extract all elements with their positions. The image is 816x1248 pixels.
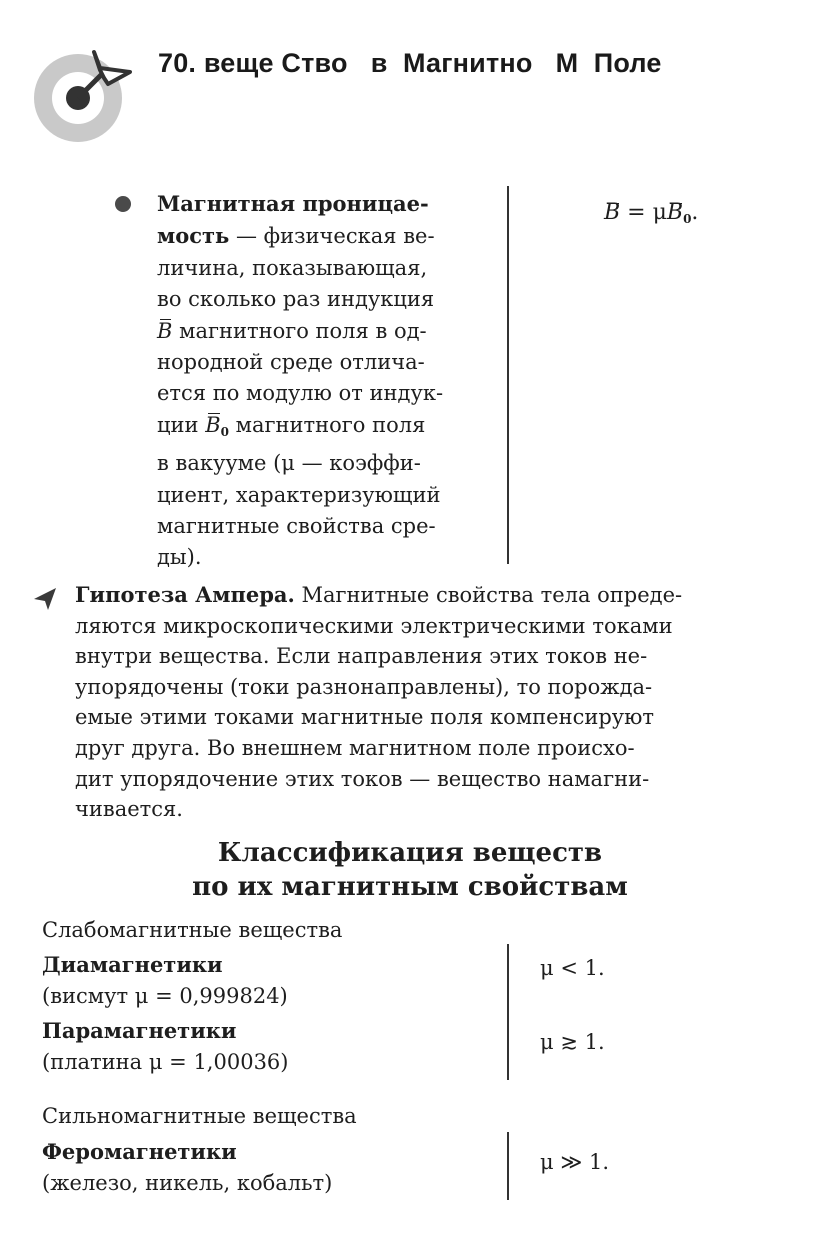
paramagnetics-name: Парамагнетики xyxy=(42,1018,237,1043)
formula-sub: 0 xyxy=(683,212,692,226)
ampere-body: Магнитные свойства тела опреде- ляются микроскопическими электрическими токами внутри вещества. Если направления этих токов не- упорядочены (токи разнонаправлены), то порожда- емые этими токами магнитные поля компенсируют друг друга. Во внешнем магнитном поле происхо- дит упорядочение этих токов — вещество намагни- чивается. xyxy=(75,583,683,822)
diamagnetics-condition: μ < 1. xyxy=(540,956,605,980)
weak-header: Слабомагнитные вещества xyxy=(42,918,343,942)
arrow-pointer-icon xyxy=(32,586,58,612)
column-divider xyxy=(507,944,509,1016)
formula-eq: = μ xyxy=(620,200,667,225)
formula-end: . xyxy=(691,200,699,225)
ferromagnetics-condition: μ ≫ 1. xyxy=(540,1150,610,1174)
vector-b-symbol: B xyxy=(157,316,172,347)
permeability-definition xyxy=(157,188,487,574)
permeability-text-2: магнитного поля в од- нородной среде отлича- ется по модулю от индук- ции xyxy=(157,318,444,437)
permeability-text-3: магнитного поля в вакууме (μ — коэффи- циент, характеризующий магнитные свойства сре- ды). xyxy=(157,412,441,570)
ampere-hypothesis xyxy=(75,580,778,825)
diamagnetics-example: (висмут μ = 0,999824) xyxy=(42,984,288,1008)
column-divider xyxy=(507,186,509,564)
ferromagnetics-name: Феромагнетики xyxy=(42,1139,237,1164)
paramagnetics-condition: μ ≳ 1. xyxy=(540,1030,605,1054)
formula-rhs: B xyxy=(666,200,684,225)
bullet-dot-icon xyxy=(115,196,131,212)
ferromagnetics-example: (железо, никель, кобальт) xyxy=(42,1171,333,1195)
column-divider xyxy=(507,1132,509,1200)
ampere-title: Гипотеза Ампера. xyxy=(75,582,295,607)
classification-title xyxy=(160,836,660,904)
paramagnetics-example: (платина μ = 1,00036) xyxy=(42,1050,289,1074)
classification-title-line2: по их магнитным свойствам xyxy=(192,872,628,902)
strong-header: Сильномагнитные вещества xyxy=(42,1104,357,1128)
column-divider xyxy=(507,1010,509,1080)
permeability-formula xyxy=(604,200,698,226)
diamagnetics-name: Диамагнетики xyxy=(42,952,223,977)
vector-b0-symbol: B xyxy=(205,410,220,441)
classification-title-line1: Классификация веществ xyxy=(217,838,603,868)
formula-lhs: B xyxy=(604,200,621,225)
page-title: 70. веще Ство в Магнитно М Поле xyxy=(158,48,662,78)
vector-b0-subscript: 0 xyxy=(220,424,229,439)
target-arrow-icon xyxy=(30,38,140,148)
permeability-term: Магнитная проницае- мость xyxy=(157,191,429,249)
permeability-text-1: — физическая ве- личина, показывающая, во сколько раз индукция xyxy=(157,224,435,312)
